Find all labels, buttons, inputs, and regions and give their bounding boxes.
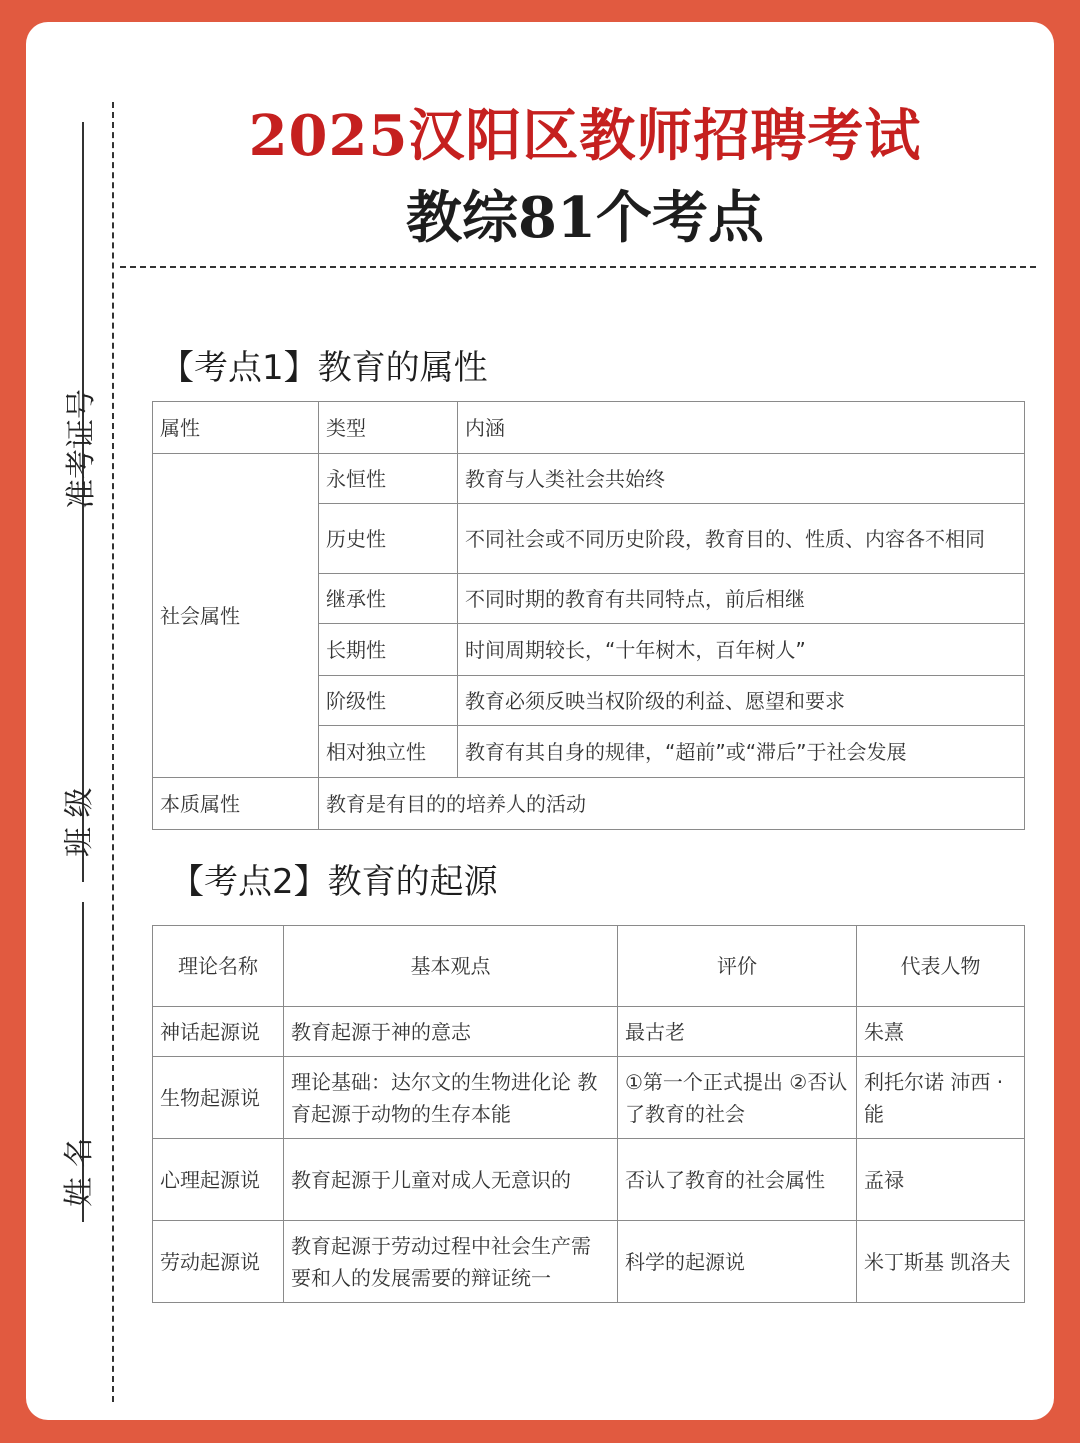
type-cell: 长期性 (319, 624, 458, 676)
section2-heading: 【考点2】教育的起源 (170, 862, 498, 902)
meaning-cell: 教育有其自身的规律，“超前”或“滞后”于社会发展 (458, 726, 1025, 778)
type-cell: 永恒性 (319, 454, 458, 504)
meaning-cell: 不同社会或不同历史阶段，教育目的、性质、内容各不相同 (458, 504, 1025, 574)
type-cell: 阶级性 (319, 676, 458, 726)
section1-heading: 【考点1】教育的属性 (160, 348, 488, 388)
viewpoint-cell: 教育起源于神的意志 (284, 1007, 618, 1057)
essence-value-cell: 教育是有目的的培养人的活动 (319, 778, 1025, 830)
type-cell: 相对独立性 (319, 726, 458, 778)
class-label: 班 级 (62, 787, 97, 857)
name-field (54, 902, 114, 1222)
sub-title: 教综81个考点 (406, 185, 764, 251)
exam-number-field (54, 122, 114, 562)
evaluation-cell: ①第一个正式提出 ②否认了教育的社会 (618, 1057, 857, 1139)
representative-cell: 利托尔诺 沛西 · 能 (857, 1057, 1025, 1139)
table-row (153, 1007, 1025, 1057)
viewpoint-cell: 教育起源于儿童对成人无意识的 (284, 1139, 618, 1221)
table-row (153, 778, 1025, 830)
header-cell: 理论名称 (153, 926, 284, 1007)
representative-cell: 朱熹 (857, 1007, 1025, 1057)
theory-name-cell: 生物起源说 (153, 1057, 284, 1139)
representative-cell: 孟禄 (857, 1139, 1025, 1221)
representative-cell: 米丁斯基 凯洛夫 (857, 1221, 1025, 1303)
table-row (153, 1139, 1025, 1221)
header-cell: 基本观点 (284, 926, 618, 1007)
exam-number-label: 准考证号 (64, 389, 99, 509)
type-cell: 继承性 (319, 574, 458, 624)
meaning-cell: 教育与人类社会共始终 (458, 454, 1025, 504)
title-divider (120, 266, 1036, 268)
type-cell: 历史性 (319, 504, 458, 574)
theory-name-cell: 心理起源说 (153, 1139, 284, 1221)
class-field (54, 562, 114, 882)
education-attributes-table (152, 401, 1025, 830)
table-header-row (153, 402, 1025, 454)
social-attribute-cell: 社会属性 (153, 454, 319, 778)
essence-attribute-cell: 本质属性 (153, 778, 319, 830)
meaning-cell: 时间周期较长，“十年树木，百年树人” (458, 624, 1025, 676)
theory-name-cell: 劳动起源说 (153, 1221, 284, 1303)
evaluation-cell: 否认了教育的社会属性 (618, 1139, 857, 1221)
meaning-cell: 不同时期的教育有共同特点，前后相继 (458, 574, 1025, 624)
main-title: 2025汉阳区教师招聘考试 (248, 103, 922, 169)
evaluation-cell: 科学的起源说 (618, 1221, 857, 1303)
header-cell: 代表人物 (857, 926, 1025, 1007)
table-row (153, 454, 1025, 504)
theory-name-cell: 神话起源说 (153, 1007, 284, 1057)
viewpoint-cell: 教育起源于劳动过程中社会生产需要和人的发展需要的辩证统一 (284, 1221, 618, 1303)
header-cell: 属性 (153, 402, 319, 454)
viewpoint-cell: 理论基础：达尔文的生物进化论 教育起源于动物的生存本能 (284, 1057, 618, 1139)
evaluation-cell: 最古老 (618, 1007, 857, 1057)
table-row (153, 1057, 1025, 1139)
education-origin-table (152, 925, 1025, 1303)
header-cell: 评价 (618, 926, 857, 1007)
header-cell: 类型 (319, 402, 458, 454)
table-row (153, 1221, 1025, 1303)
meaning-cell: 教育必须反映当权阶级的利益、愿望和要求 (458, 676, 1025, 726)
header-cell: 内涵 (458, 402, 1025, 454)
table-header-row (153, 926, 1025, 1007)
name-label: 姓 名 (62, 1137, 97, 1207)
document-card (26, 22, 1054, 1420)
